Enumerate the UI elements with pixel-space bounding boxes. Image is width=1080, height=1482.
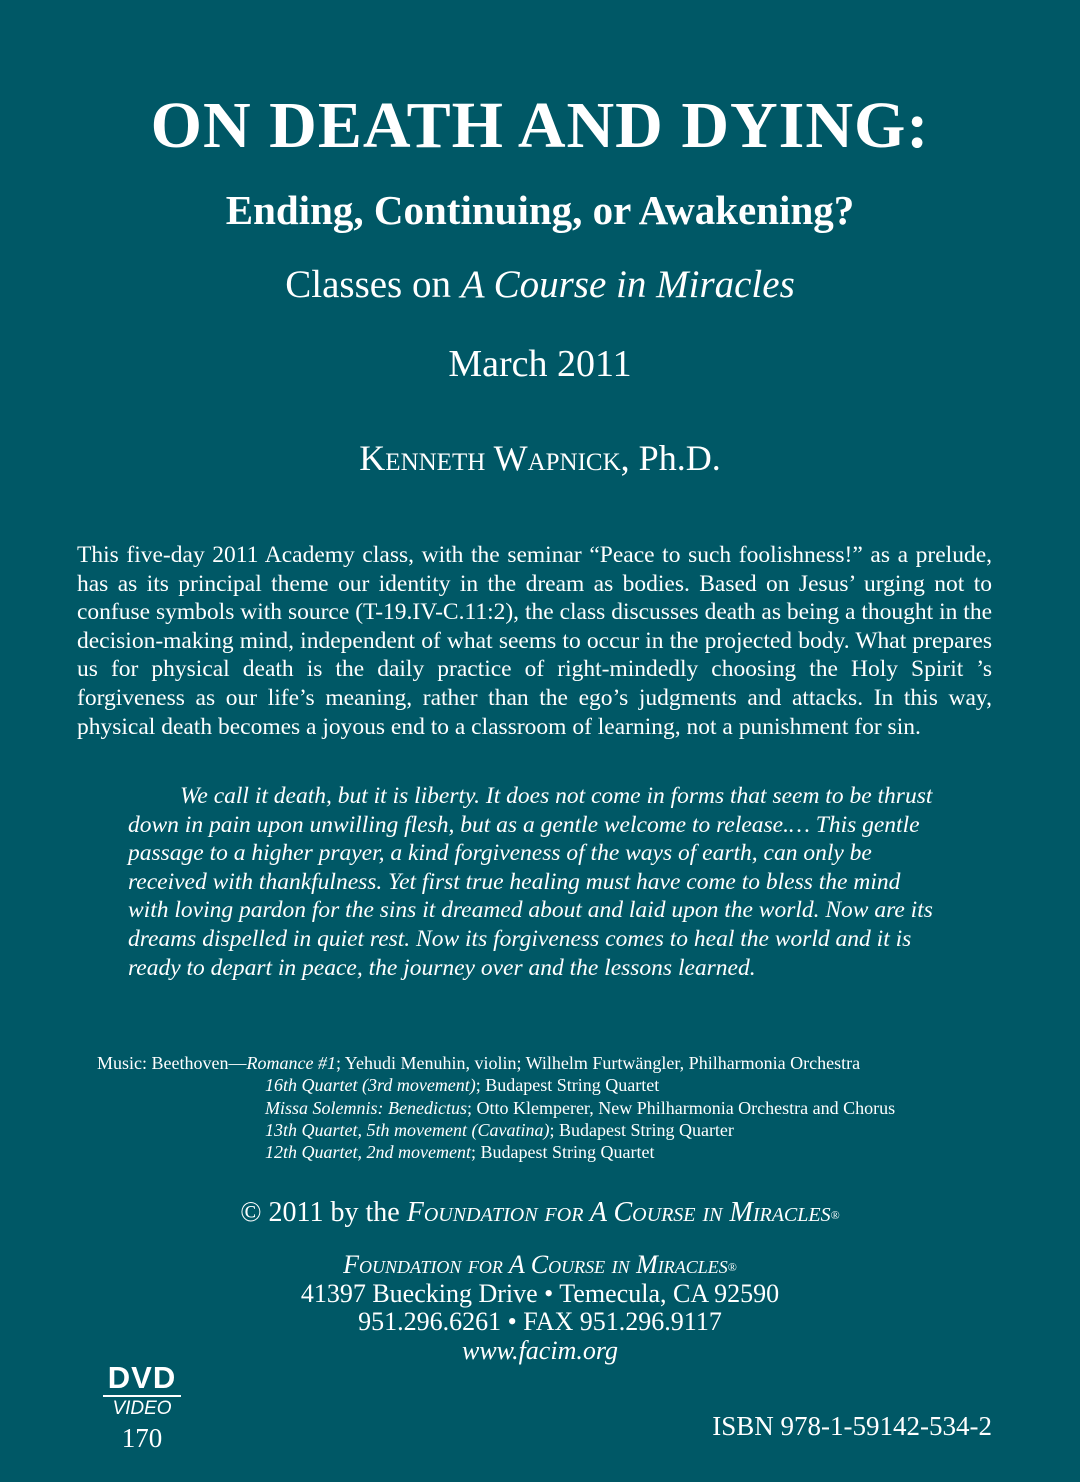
catalog-number: 170 <box>121 1423 163 1453</box>
quote-block: We call it death, but it is liberty. It does not come in forms that seem to be thrust down in pain upon unwilling flesh, but as a gentle welcome to release.… This gentle passage to a higher prayer, a kind forgiveness of the ways of earth, can only be received with thankfulness. Yet first true healing must have come to bless the mind with loving pardon for the sins it dreamed about and laid upon the world. Now are its dreams dispelled in quiet rest. Now its forgiveness comes to heal the world and it is ready to depart in peace, the journey over and the lessons learned. <box>128 783 933 981</box>
author-line <box>0 435 1080 481</box>
music-performers: ; Yehudi Menuhin, violin; Wilhelm Furtwängler, Philharmonia Orchestra <box>335 1053 861 1073</box>
music-performers: ; Budapest String Quarter <box>549 1119 734 1140</box>
dvd-logo-text: DVD <box>107 1360 177 1395</box>
publisher-name: Foundation for A Course in Miracles <box>343 1250 728 1279</box>
classes-prefix: Classes on <box>285 263 461 306</box>
isbn: ISBN 978-1-59142-534-2 <box>712 1411 992 1441</box>
copyright-line <box>0 1195 1080 1231</box>
music-row <box>97 1141 895 1163</box>
music-work: 13th Quartet, 5th movement (Cavatina) <box>265 1119 550 1140</box>
registered-mark: ® <box>830 1208 840 1222</box>
dvd-logo-divider <box>103 1395 181 1397</box>
cover-subtitle: Ending, Continuing, or Awakening? <box>225 187 855 233</box>
music-row <box>97 1119 895 1141</box>
dvd-video-text: VIDEO <box>112 1398 172 1419</box>
music-credits <box>97 1052 895 1163</box>
copyright-foundation: Foundation for A Course in Miracles <box>406 1197 831 1228</box>
publisher-website: www.facim.org <box>461 1335 618 1365</box>
music-label: Music: Beethoven— <box>97 1053 247 1073</box>
music-performers: ; Budapest String Quartet <box>475 1075 660 1096</box>
classes-line <box>0 260 1080 310</box>
description-paragraph: This five-day 2011 Academy class, with the seminar “Peace to such foolishness!” as a prelude, has as its principal theme our identity in the dream as bodies. Based on Jesus’ urging not to confuse symbols with source (T-19.IV-C.11:2), the class discusses death as being a thought in the decision-making mind, independent of what seems to occur in the projected body. What prepares us for physical death is the daily practice of right-mindedly choosing the Holy Spirit ’s forgiveness as our life’s meaning, rather than the ego’s judgments and attacks. In this way, physical death becomes a joyous end to a classroom of learning, not a punishment for sin. <box>77 542 992 740</box>
registered-mark: ® <box>727 1260 737 1274</box>
music-work: Missa Solemnis: Benedictus <box>265 1097 467 1118</box>
music-work: Romance #1 <box>246 1053 336 1073</box>
author-name: Kenneth Wapnick <box>359 438 621 478</box>
author-suffix: , Ph.D. <box>620 438 721 478</box>
music-work: 16th Quartet (3rd movement) <box>265 1075 476 1096</box>
publisher-name-line <box>0 1251 1080 1280</box>
dvd-video-logo <box>97 1362 187 1454</box>
publisher-address: 41397 Buecking Drive • Temecula, CA 92590 <box>300 1278 780 1308</box>
music-row <box>97 1074 895 1096</box>
cover-title: ON DEATH AND DYING: <box>150 89 930 162</box>
publisher-block <box>0 1251 1080 1365</box>
class-date: March 2011 <box>448 343 632 385</box>
copyright-prefix: © 2011 by the <box>240 1197 407 1228</box>
music-row <box>97 1097 895 1119</box>
music-performers: ; Otto Klemperer, New Philharmonia Orchestra and Chorus <box>466 1097 896 1118</box>
music-performers: ; Budapest String Quartet <box>470 1142 655 1163</box>
music-work: 12th Quartet, 2nd movement <box>265 1142 471 1163</box>
publisher-phone: 951.296.6261 • FAX 951.296.9117 <box>358 1307 722 1336</box>
classes-book-title: A Course in Miracles <box>460 263 795 306</box>
music-row <box>97 1052 895 1074</box>
